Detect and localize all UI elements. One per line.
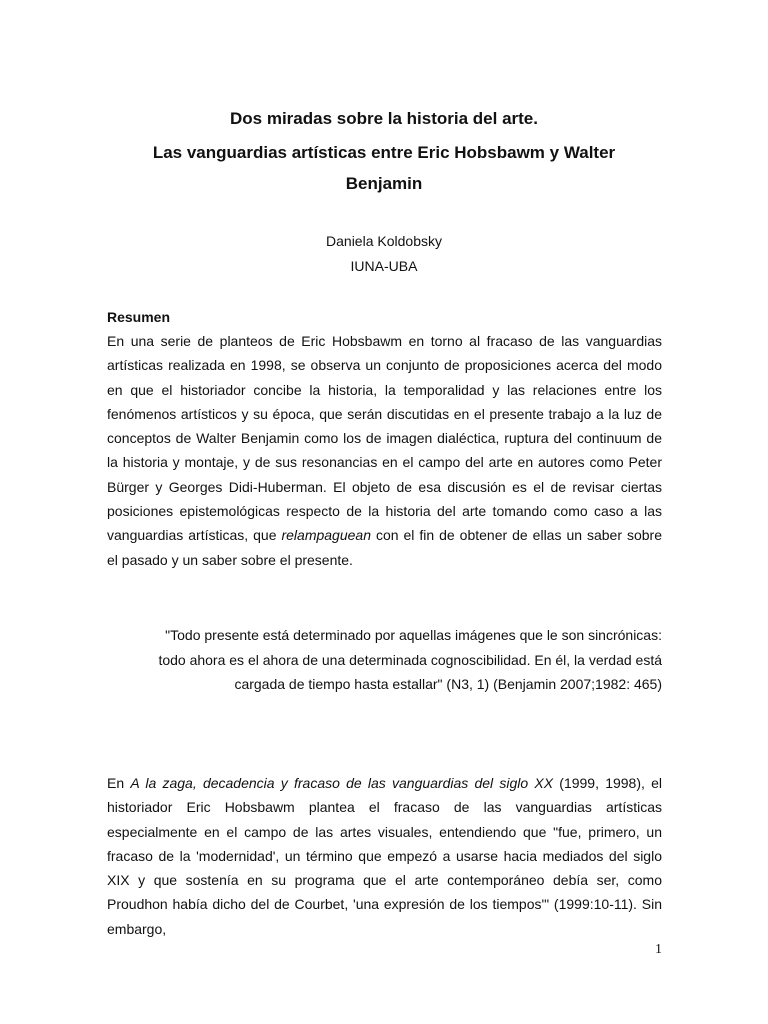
page-number: 1	[655, 942, 662, 957]
title-line-3: Benjamin	[345, 174, 423, 193]
epigraph-quote: "Todo presente está determinado por aquellas imágenes que le son sincrónicas: todo ahora es el ahora de una determinada cognoscibilidad. En él, la verdad está cargada de tiempo hasta estallar" (N3, 1) (Benjamin 2007;1982: 465)	[158, 627, 662, 692]
title-line-2: Las vanguardias artísticas entre Eric Hobsbawm y Walter	[152, 143, 616, 162]
body-paragraph	[107, 771, 662, 941]
title-line-1: Dos miradas sobre la historia del arte.	[229, 109, 538, 128]
abstract-text-end: con el fin de obtener de ellas un saber sobre el pasado y un saber sobre el presente.	[107, 527, 662, 568]
abstract-text-start: En una serie de planteos de Eric Hobsbawm en torno al fracaso de las vanguardias artísticas realizada en 1998, se observa un conjunto de proposiciones acerca del modo en que el historiador concibe la historia, la temporalidad y las relaciones entre los fenómenos artísticos y su época, que serán discutidas en el presente trabajo a la luz de conceptos de Walter Benjamin como los de imagen dialéctica, ruptura del continuum de la historia y montaje, y de sus resonancias en el campo del arte en autores como Peter Bürger y Georges Didi-Huberman. El objeto de esa discusión es el de revisar ciertas posiciones epistemológicas respecto de la historia del arte tomando como caso a las vanguardias artísticas, que	[107, 333, 662, 544]
author-name: Daniela Koldobsky	[326, 233, 442, 249]
abstract-italic-term: relampaguean	[281, 527, 371, 544]
body-text-start: En	[107, 775, 131, 791]
body-text-end: (1999, 1998), el historiador Eric Hobsbawm plantea el fracaso de las vanguardias artísticas especialmente en el campo de las artes visuales, entendiendo que "fue, primero, un fracaso de la 'modernidad', un término que empezó a usarse hacia mediados del siglo XIX y que sostenía en su programa que el arte contemporáneo debía ser, como Proudhon había dicho del de Courbet, 'una expresión de los tiempos'" (1999:10-11). Sin embargo,	[107, 775, 663, 937]
abstract-heading: Resumen	[107, 309, 171, 325]
book-title-italic: A la zaga, decadencia y fracaso de las vanguardias del siglo XX	[130, 775, 554, 791]
author-affiliation: IUNA-UBA	[350, 258, 418, 274]
abstract-paragraph	[107, 329, 662, 572]
